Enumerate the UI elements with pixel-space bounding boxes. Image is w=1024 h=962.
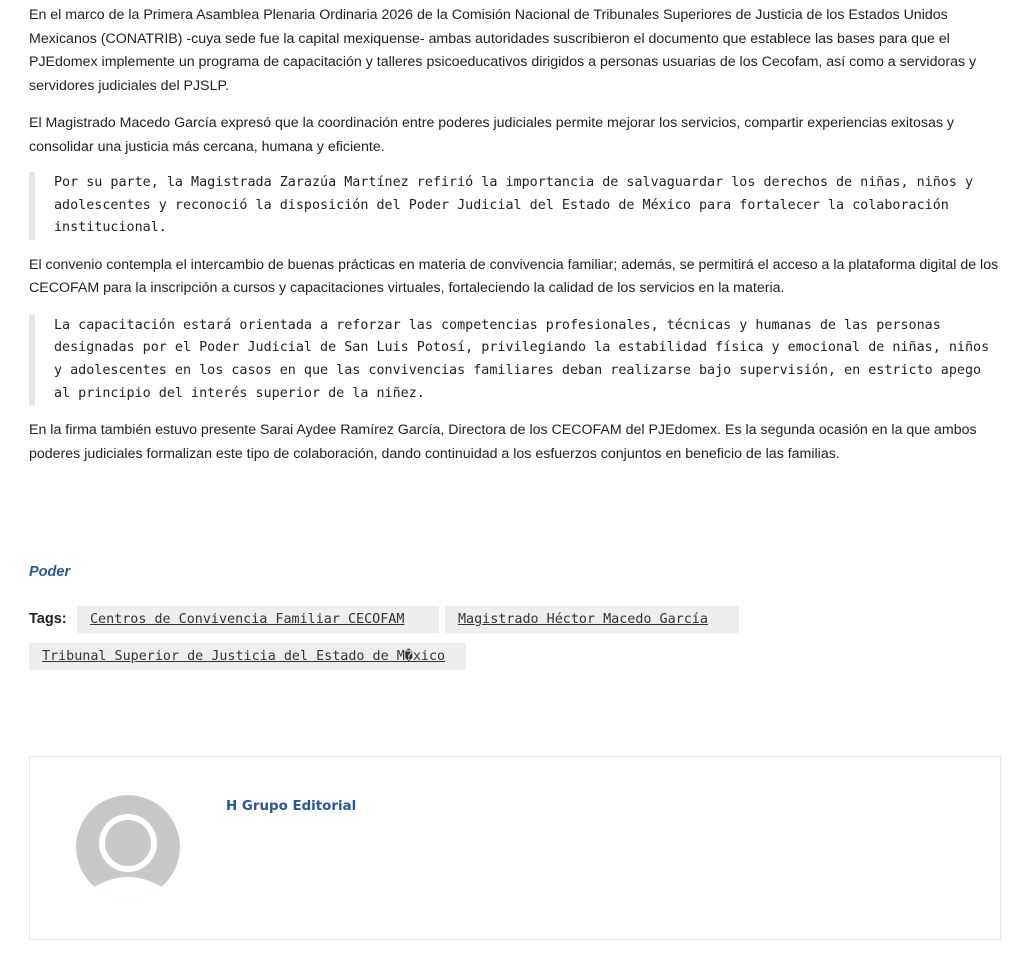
article-body	[29, 4, 1004, 480]
author-name-link[interactable]: H Grupo Editorial	[226, 799, 357, 814]
article-blockquote: Por su parte, la Magistrada Zarazúa Martínez refirió la importancia de salvaguardar los derechos de niñas, niños y adolescentes y reconoció la disposición del Poder Judicial del Estado de México para fortalecer la colaboración institucional.	[29, 172, 1004, 240]
article-paragraph: En la firma también estuvo presente Sarai Aydee Ramírez García, Directora de los CECOFAM del PJEdomex. Es la segunda ocasión en la que ambos poderes judiciales formalizan este tipo de colaboración, dando continuidad a los esfuerzos conjuntos en beneficio de las familias.	[29, 422, 977, 462]
tag-link[interactable]: Tribunal Superior de Justicia del Estado de M�xico	[29, 643, 466, 670]
tag-link[interactable]: Magistrado Héctor Macedo García	[445, 606, 739, 633]
category-link[interactable]: Poder	[29, 564, 71, 580]
article-paragraph: El Magistrado Macedo García expresó que la coordinación entre poderes judiciales permite mejorar los servicios, compartir experiencias exitosas y consolidar una justicia más cercana, humana y eficiente.	[29, 115, 954, 155]
tag-link[interactable]: Centros de Convivencia Familiar CECOFAM	[77, 606, 439, 633]
article-paragraph: En el marco de la Primera Asamblea Plenaria Ordinaria 2026 de la Comisión Nacional de Tribunales Superiores de Justicia de los Estados Unidos Mexicanos (CONATRIB) -cuya sede fue la capital mexiquense- ambas autoridades suscribieron el documento que establece las bases para que el PJEdomex implemente un programa de capacitación y talleres psicoeducativos dirigidos a personas usuarias de los Cecofam, así como a servidoras y servidores judiciales del PJSLP.	[29, 7, 977, 94]
author-box	[29, 756, 1001, 940]
default-user-avatar-icon	[76, 795, 180, 899]
author-avatar[interactable]	[76, 795, 180, 899]
article-blockquote: La capacitación estará orientada a reforzar las competencias profesionales, técnicas y humanas de las personas designadas por el Poder Judicial de San Luis Potosí, privilegiando la estabilidad física y emocional de niñas, niños y adolescentes en los casos en que las convivencias familiares deban realizarse bajo supervisión, en estricto apego al principio del interés superior de la niñez.	[29, 315, 1004, 405]
article-paragraph: El convenio contempla el intercambio de buenas prácticas en materia de convivencia familiar; además, se permitirá el acceso a la plataforma digital de los CECOFAM para la inscripción a cursos y capacitaciones virtuales, fortaleciendo la calidad de los servicios en la materia.	[29, 256, 999, 297]
tags-label: Tags:	[29, 611, 67, 627]
